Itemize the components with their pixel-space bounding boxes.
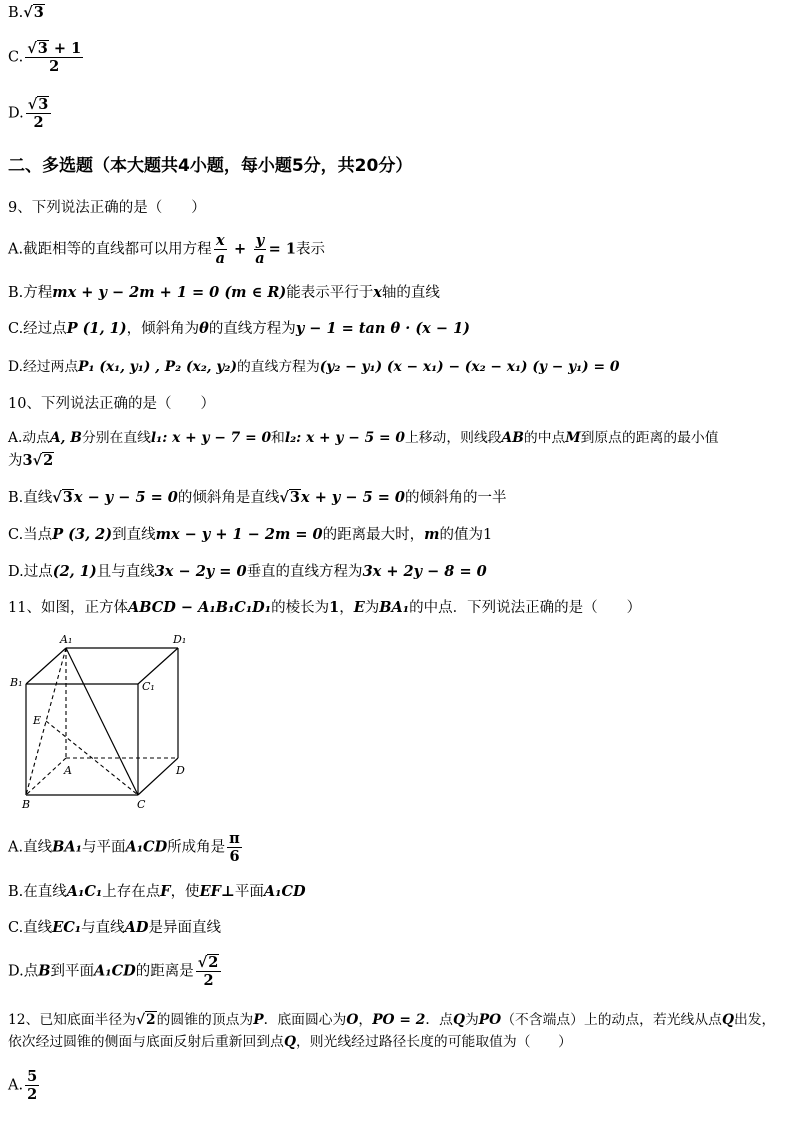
label-a1: A₁ — [60, 633, 73, 646]
q8-option-d: D. $\frac{√3}{2}$ — [8, 96, 784, 140]
q10-option-b: B.直线√3x − y − 5 = 0的倾斜角是直线√3x + y − 5 = 0的倾斜角的一半 — [8, 489, 507, 506]
q9-option-d: D.经过两点P₁ (x₁, y₁) , P₂ (x₂, y₂)的直线方程为(y₂ − y₁) (x − x₁) − (x₂ − x₁) (y − y₁) = 0 — [8, 359, 620, 375]
q8-option-c: C. $\frac{√3 + 1}{2}$ — [8, 40, 82, 75]
q11-option-a: A.直线BA₁与平面A₁CD所成角是 $\frac{\pi}{6}$ — [8, 830, 240, 865]
q11-stem: 11、如图，正方体ABCD − A₁B₁C₁D₁的棱长为1，E为BA₁的中点．下列说法正确的是（ ） — [8, 599, 642, 616]
label-c: C — [137, 798, 146, 811]
label-a: A — [64, 764, 72, 777]
q9-option-a: A.截距相等的直线都可以用方程 $\frac{x}{a}$ + $\frac{y}{a}$ = 1表示 — [8, 232, 325, 267]
label-b: B — [22, 798, 31, 811]
q8-option-b: B.√3 — [8, 4, 44, 21]
q10-option-c: C.当点P (3, 2)到直线mx − y + 1 − 2m = 0的距离最大时，m的值为1 — [8, 526, 493, 543]
label-d1: D₁ — [173, 633, 187, 646]
label-c1: C₁ — [142, 680, 155, 693]
q10-option-d: D.过点(2, 1)且与直线3x − 2y = 0垂直的直线方程为3x + 2y − 8 = 0 — [8, 563, 487, 580]
q9-option-c: C.经过点P (1, 1)，倾斜角为θ的直线方程为y − 1 = tan θ · (x − 1) — [8, 320, 471, 337]
q12-option-a: A. $\frac{5}{2}$ — [8, 1068, 38, 1103]
q10-option-a-line2: 为3√2 — [8, 452, 54, 469]
q12-stem: 12、已知底面半径为√2的圆锥的顶点为P．底面圆心为O，PO = 2．点Q为PO（不含端点）上的动点，若光线从点Q出发，依次经过圆锥的侧面与底面反射后重新回到点Q，则光线经过路径长度的可能取值为（ ） — [8, 1012, 776, 1050]
fraction: $\frac{√3}{2}$ — [26, 96, 52, 131]
segment-a1c — [66, 648, 138, 795]
fraction: $\frac{√3 + 1}{2}$ — [27, 40, 82, 75]
q11-option-b: B.在直线A₁C₁上存在点F，使EF⊥平面A₁CD — [8, 883, 306, 900]
section-heading: 二、多选题（本大题共4小题，每小题5分，共20分） — [8, 156, 413, 176]
q10-stem: 10、下列说法正确的是（ ） — [8, 396, 215, 412]
q11-option-c: C.直线EC₁与直线AD是异面直线 — [8, 919, 221, 936]
edge-cd — [138, 758, 178, 795]
label-d: D — [176, 764, 185, 777]
edge-ab — [26, 758, 66, 795]
cube-figure — [8, 630, 198, 812]
q10-option-a-line1: A.动点A, B分别在直线l₁: x + y − 7 = 0和l₂: x + y − 5 = 0上移动，则线段AB的中点M到原点的距离的最小值 — [8, 430, 719, 446]
q9-stem: 9、下列说法正确的是（ ） — [8, 200, 206, 216]
label-b1: B₁ — [10, 676, 23, 689]
label-e: E — [33, 714, 42, 727]
edge-a1b1 — [26, 648, 66, 684]
q11-option-d: D.点B到平面A₁CD的距离是 $\frac{√2}{2}$ — [8, 954, 784, 996]
q9-option-b: B.方程mx + y − 2m + 1 = 0 (m ∈ R)能表示平行于x轴的直线 — [8, 284, 440, 301]
edge-d1c1 — [138, 648, 178, 684]
